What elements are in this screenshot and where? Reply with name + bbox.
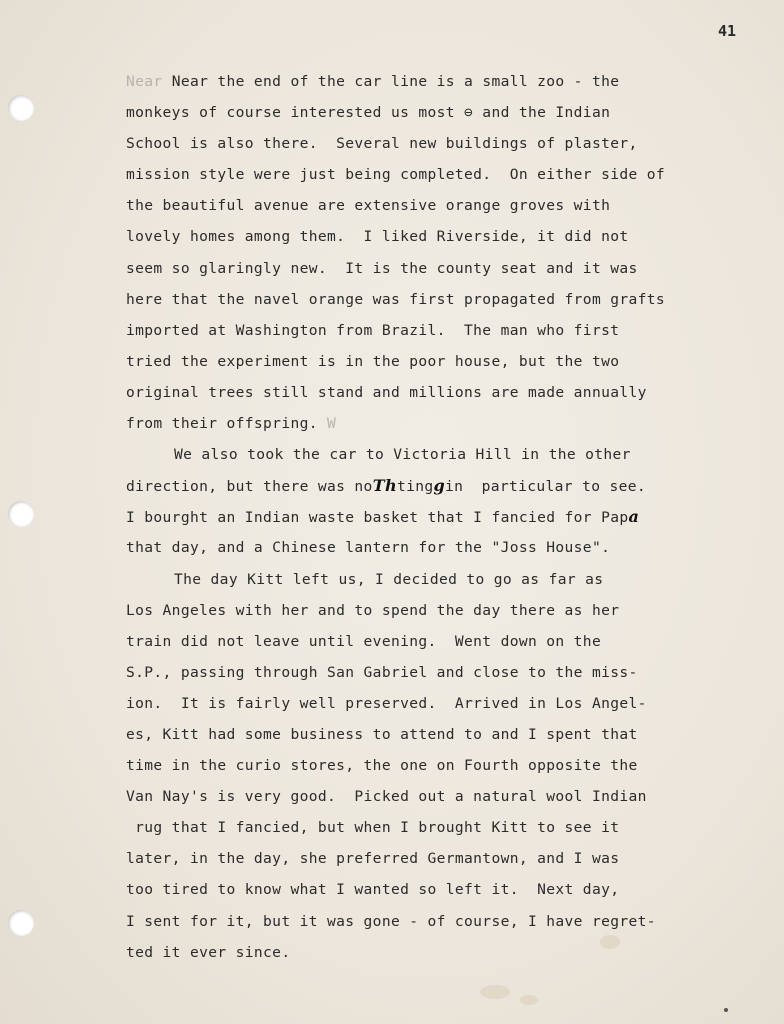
- text-line: [126, 66, 706, 97]
- struck-text: W: [317, 415, 337, 433]
- ink-dot: [724, 1008, 728, 1012]
- line-text: here that the navel orange was first propagated from grafts: [126, 290, 666, 308]
- text-line: [126, 439, 706, 470]
- line-text: We also took the car to Victoria Hill in the other: [174, 446, 631, 464]
- binder-hole: [8, 910, 34, 936]
- line-text: es, Kitt had some business to attend to and I spent that: [126, 725, 638, 743]
- line-text: lovely homes among them. I liked Riverside, it did not: [126, 228, 629, 246]
- line-text: monkeys of course interested us most ⊖ and the Indian: [126, 104, 611, 122]
- line-text: seem so glaringly new. It is the county seat and it was: [126, 259, 638, 277]
- page-number: 41: [718, 22, 737, 40]
- line-text: in particular to see.: [445, 478, 647, 496]
- line-text: the beautiful avenue are extensive orange groves with: [126, 197, 611, 215]
- text-line: [126, 377, 706, 408]
- text-line: [126, 221, 706, 252]
- line-text: I bourght an Indian waste basket that I fancied for Pap: [126, 509, 629, 527]
- line-text: ting: [396, 478, 434, 496]
- handwritten-correction: a: [628, 507, 640, 527]
- line-text: S.P., passing through San Gabriel and close to the miss-: [126, 663, 638, 681]
- text-line: [126, 190, 706, 221]
- binder-hole: [8, 501, 34, 527]
- struck-text: Near: [126, 73, 172, 90]
- text-line: [126, 408, 706, 439]
- text-line: [126, 812, 706, 843]
- text-line: [126, 937, 706, 968]
- line-text: train did not leave until evening. Went down on the: [126, 632, 602, 650]
- text-line: [126, 906, 706, 937]
- line-text: imported at Washington from Brazil. The man who first: [126, 321, 620, 339]
- text-line: [126, 595, 706, 626]
- line-text: I sent for it, but it was gone - of course, I have regret-: [126, 912, 656, 930]
- handwritten-correction: Th: [372, 476, 397, 496]
- line-text: ted it ever since.: [126, 943, 291, 961]
- line-text: The day Kitt left us, I decided to go as far as: [174, 570, 604, 588]
- text-line: [126, 843, 706, 874]
- binder-hole: [8, 95, 34, 121]
- line-text: time in the curio stores, the one on Fourth opposite the: [126, 757, 638, 775]
- line-text: mission style were just being completed. On either side of: [126, 166, 666, 184]
- text-line: [126, 346, 706, 377]
- text-line: [126, 501, 706, 532]
- text-line: [126, 284, 706, 315]
- line-text: ion. It is fairly well preserved. Arrived in Los Angel-: [126, 694, 647, 712]
- typed-text-body: [126, 66, 706, 968]
- line-text: Van Nay's is very good. Picked out a natural wool Indian: [126, 788, 647, 806]
- line-text: rug that I fancied, but when I brought Kitt to see it: [126, 819, 620, 837]
- text-line: [126, 315, 706, 346]
- handwritten-correction: g: [433, 476, 446, 496]
- line-text: Near the end of the car line is a small zoo - the: [171, 73, 620, 90]
- text-line: [126, 532, 706, 563]
- paper-stain: [520, 995, 538, 1005]
- text-line: [126, 750, 706, 781]
- text-line: [126, 470, 706, 501]
- line-text: later, in the day, she preferred Germantown, and I was: [126, 850, 620, 868]
- text-line: [126, 564, 706, 595]
- line-text: from their offspring.: [126, 415, 318, 433]
- text-line: [126, 874, 706, 905]
- text-line: [126, 781, 706, 812]
- line-text: Los Angeles with her and to spend the day there as her: [126, 601, 620, 619]
- text-line: [126, 688, 706, 719]
- line-text: tried the experiment is in the poor house, but the two: [126, 352, 620, 370]
- paper-stain: [480, 985, 510, 999]
- line-text: direction, but there was no: [126, 478, 373, 496]
- text-line: [126, 719, 706, 750]
- text-line: [126, 657, 706, 688]
- text-line: [126, 128, 706, 159]
- line-text: that day, and a Chinese lantern for the "Joss House".: [126, 539, 611, 557]
- line-text: too tired to know what I wanted so left it. Next day,: [126, 881, 620, 899]
- text-line: [126, 97, 706, 128]
- line-text: School is also there. Several new buildings of plaster,: [126, 135, 638, 153]
- text-line: [126, 253, 706, 284]
- line-text: original trees still stand and millions are made annually: [126, 383, 647, 401]
- text-line: [126, 159, 706, 190]
- text-line: [126, 626, 706, 657]
